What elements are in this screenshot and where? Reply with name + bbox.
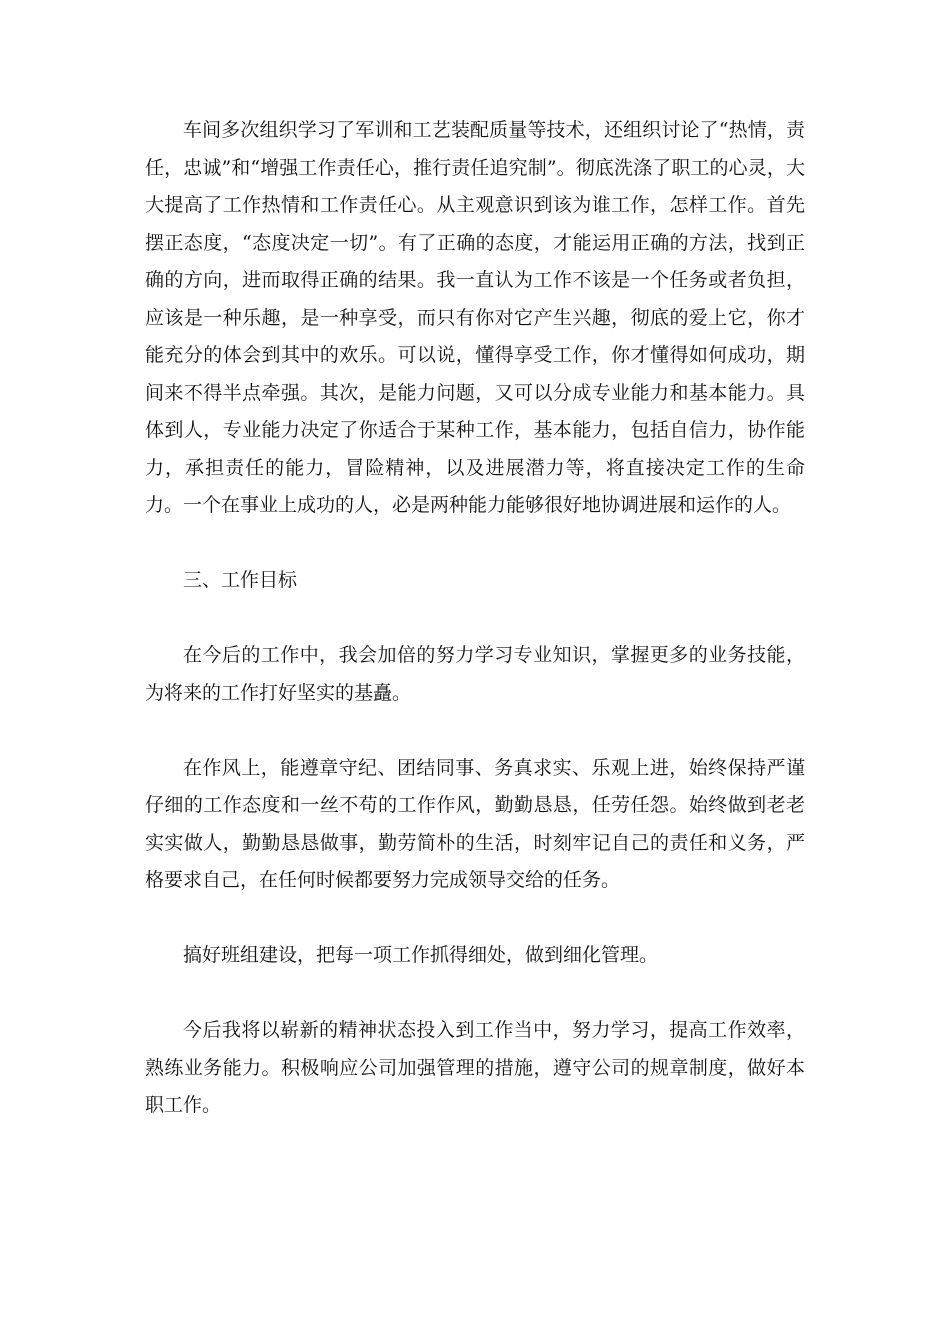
paragraph-work-style: 在作风上，能遵章守纪、团结同事、务真求实、乐观上进，始终保持严谨仔细的工作态度和一丝不苟的工作作风，勤勤恳恳，任劳任怨。始终做到老老实实做人，勤勤恳恳做事，勤劳简朴的生活，时刻牢记自己的责任和义务，严格要求自己，在任何时候都要努力完成领导交给的任务。	[145, 756, 805, 891]
section-heading-work-goals: 三、工作目标	[183, 569, 298, 591]
paragraph-spacer	[145, 712, 805, 750]
paragraph-spacer	[145, 525, 805, 563]
paragraph-spacer	[145, 900, 805, 938]
paragraph-spacer	[145, 600, 805, 638]
paragraph-team-building: 搞好班组建设，把每一项工作抓得细处，做到细化管理。	[183, 944, 659, 966]
paragraph-spacer	[145, 975, 805, 1013]
paragraph-workshop-training: 车间多次组织学习了军训和工艺装配质量等技术，还组织讨论了“热情，责任，忠诚”和“增强工作责任心，推行责任追究制”。彻底洗涤了职工的心灵，大大提高了工作热情和工作责任心。从主观意识到该为谁工作，怎样工作。首先摆正态度，“态度决定一切”。有了正确的态度，才能运用正确的方法，找到正确的方向，进而取得正确的结果。我一直认为工作不该是一个任务或者负担，应该是一种乐趣，是一种享受，而只有你对它产生兴趣，彻底的爱上它，你才能充分的体会到其中的欢乐。可以说，懂得享受工作，你才懂得如何成功，期间来不得半点牵强。其次，是能力问题，又可以分成专业能力和基本能力。具体到人，专业能力决定了你适合于某种工作，基本能力，包括自信力，协作能力，承担责任的能力，冒险精神，以及进展潜力等，将直接决定工作的生命力。一个在事业上成功的人，必是两种能力能够很好地协调进展和运作的人。	[145, 119, 805, 516]
paragraph-study-goal: 在今后的工作中，我会加倍的努力学习专业知识，掌握更多的业务技能，为将来的工作打好坚实的基矗。	[145, 644, 805, 704]
paragraph-future-commitment: 今后我将以崭新的精神状态投入到工作当中，努力学习，提高工作效率，熟练业务能力。积极响应公司加强管理的措施，遵守公司的规章制度，做好本职工作。	[145, 1019, 805, 1116]
document-body	[145, 112, 805, 1125]
